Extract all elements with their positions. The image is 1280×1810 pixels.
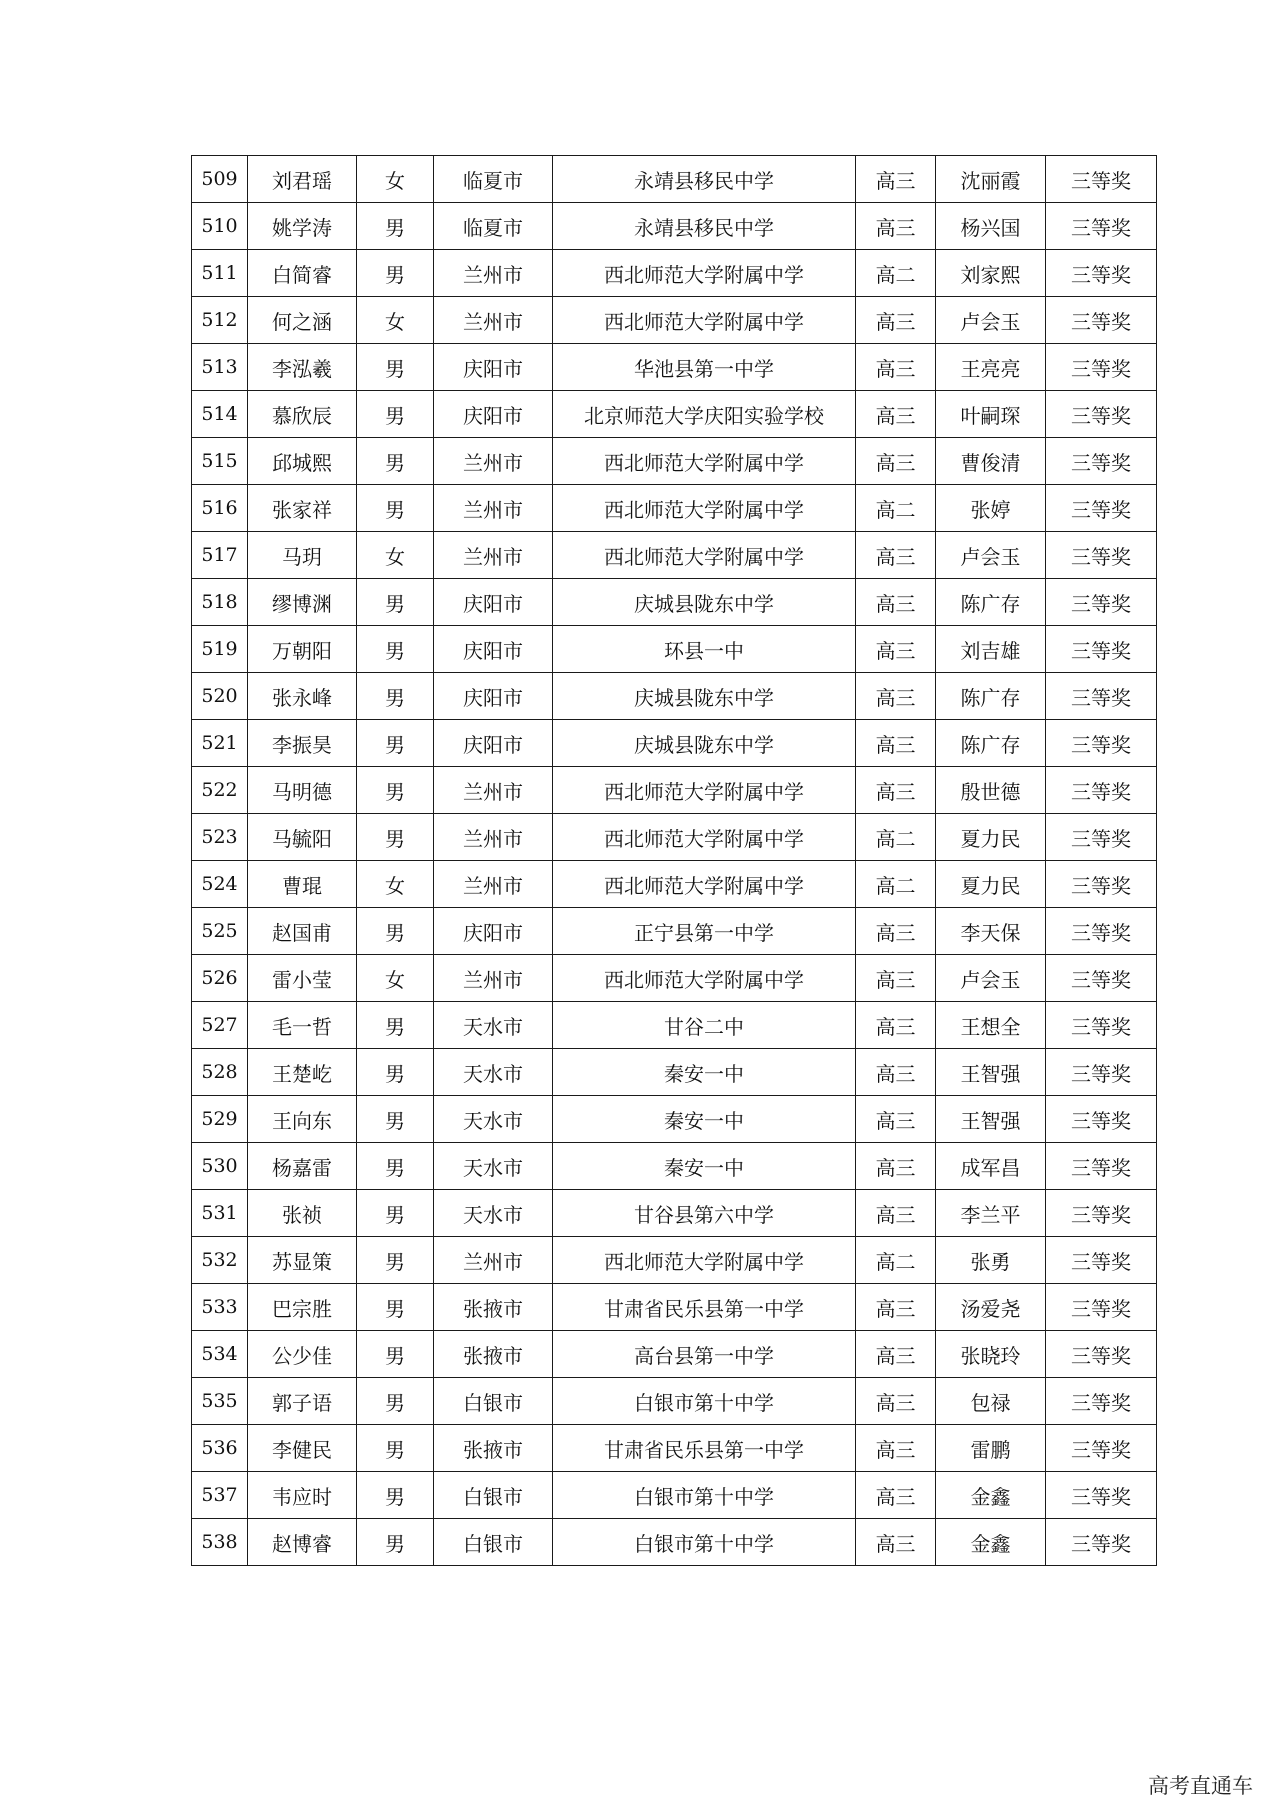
cell-award: 三等奖 xyxy=(1046,908,1157,955)
cell-gender: 男 xyxy=(357,767,434,814)
cell-number: 518 xyxy=(192,579,248,626)
cell-city: 庆阳市 xyxy=(434,579,553,626)
cell-gender: 男 xyxy=(357,1284,434,1331)
cell-award: 三等奖 xyxy=(1046,1425,1157,1472)
cell-grade: 高三 xyxy=(856,203,936,250)
cell-school: 秦安一中 xyxy=(553,1049,856,1096)
table-row xyxy=(192,203,1157,250)
cell-number: 514 xyxy=(192,391,248,438)
cell-city: 兰州市 xyxy=(434,1237,553,1284)
cell-school: 北京师范大学庆阳实验学校 xyxy=(553,391,856,438)
cell-award: 三等奖 xyxy=(1046,673,1157,720)
cell-grade: 高三 xyxy=(856,673,936,720)
cell-grade: 高三 xyxy=(856,908,936,955)
cell-grade: 高三 xyxy=(856,579,936,626)
cell-city: 白银市 xyxy=(434,1519,553,1566)
cell-number: 536 xyxy=(192,1425,248,1472)
cell-school: 甘谷二中 xyxy=(553,1002,856,1049)
cell-award: 三等奖 xyxy=(1046,1002,1157,1049)
table-row xyxy=(192,720,1157,767)
cell-city: 天水市 xyxy=(434,1002,553,1049)
cell-award: 三等奖 xyxy=(1046,767,1157,814)
cell-gender: 男 xyxy=(357,344,434,391)
cell-award: 三等奖 xyxy=(1046,720,1157,767)
table-row xyxy=(192,1519,1157,1566)
cell-school: 永靖县移民中学 xyxy=(553,203,856,250)
cell-name: 毛一哲 xyxy=(248,1002,357,1049)
cell-grade: 高三 xyxy=(856,1190,936,1237)
cell-school: 白银市第十中学 xyxy=(553,1519,856,1566)
cell-name: 张家祥 xyxy=(248,485,357,532)
cell-teacher: 王智强 xyxy=(936,1049,1046,1096)
cell-gender: 男 xyxy=(357,1331,434,1378)
table-row xyxy=(192,391,1157,438)
cell-school: 庆城县陇东中学 xyxy=(553,673,856,720)
cell-award: 三等奖 xyxy=(1046,344,1157,391)
cell-school: 秦安一中 xyxy=(553,1096,856,1143)
cell-number: 509 xyxy=(192,156,248,203)
cell-award: 三等奖 xyxy=(1046,1237,1157,1284)
table-row xyxy=(192,814,1157,861)
cell-school: 西北师范大学附属中学 xyxy=(553,250,856,297)
cell-city: 天水市 xyxy=(434,1190,553,1237)
cell-award: 三等奖 xyxy=(1046,485,1157,532)
table-row xyxy=(192,438,1157,485)
cell-award: 三等奖 xyxy=(1046,955,1157,1002)
table-row xyxy=(192,1143,1157,1190)
cell-award: 三等奖 xyxy=(1046,1096,1157,1143)
cell-award: 三等奖 xyxy=(1046,532,1157,579)
cell-city: 兰州市 xyxy=(434,532,553,579)
cell-school: 白银市第十中学 xyxy=(553,1378,856,1425)
cell-school: 白银市第十中学 xyxy=(553,1472,856,1519)
watermark-text: 高考直通车 xyxy=(1148,1774,1253,1798)
cell-gender: 女 xyxy=(357,955,434,1002)
cell-number: 531 xyxy=(192,1190,248,1237)
cell-grade: 高三 xyxy=(856,344,936,391)
cell-number: 517 xyxy=(192,532,248,579)
cell-grade: 高三 xyxy=(856,297,936,344)
table-row xyxy=(192,344,1157,391)
table-row xyxy=(192,1284,1157,1331)
cell-gender: 男 xyxy=(357,1519,434,1566)
cell-city: 天水市 xyxy=(434,1096,553,1143)
cell-school: 西北师范大学附属中学 xyxy=(553,955,856,1002)
cell-city: 庆阳市 xyxy=(434,391,553,438)
cell-grade: 高三 xyxy=(856,438,936,485)
cell-award: 三等奖 xyxy=(1046,156,1157,203)
cell-school: 甘肃省民乐县第一中学 xyxy=(553,1284,856,1331)
table-row xyxy=(192,767,1157,814)
cell-grade: 高三 xyxy=(856,1096,936,1143)
cell-number: 519 xyxy=(192,626,248,673)
cell-teacher: 刘吉雄 xyxy=(936,626,1046,673)
cell-award: 三等奖 xyxy=(1046,579,1157,626)
table-row xyxy=(192,297,1157,344)
cell-gender: 男 xyxy=(357,1190,434,1237)
cell-city: 张掖市 xyxy=(434,1425,553,1472)
cell-gender: 男 xyxy=(357,203,434,250)
cell-school: 甘肃省民乐县第一中学 xyxy=(553,1425,856,1472)
cell-city: 庆阳市 xyxy=(434,626,553,673)
cell-name: 白简睿 xyxy=(248,250,357,297)
table-row xyxy=(192,156,1157,203)
cell-teacher: 刘家熙 xyxy=(936,250,1046,297)
cell-school: 庆城县陇东中学 xyxy=(553,720,856,767)
cell-number: 538 xyxy=(192,1519,248,1566)
cell-grade: 高三 xyxy=(856,1143,936,1190)
cell-award: 三等奖 xyxy=(1046,1190,1157,1237)
cell-gender: 男 xyxy=(357,1143,434,1190)
cell-school: 永靖县移民中学 xyxy=(553,156,856,203)
cell-number: 534 xyxy=(192,1331,248,1378)
cell-number: 533 xyxy=(192,1284,248,1331)
cell-grade: 高三 xyxy=(856,1002,936,1049)
cell-name: 巴宗胜 xyxy=(248,1284,357,1331)
cell-grade: 高三 xyxy=(856,156,936,203)
cell-school: 西北师范大学附属中学 xyxy=(553,485,856,532)
cell-number: 529 xyxy=(192,1096,248,1143)
cell-name: 苏显策 xyxy=(248,1237,357,1284)
table-row xyxy=(192,908,1157,955)
cell-grade: 高二 xyxy=(856,814,936,861)
cell-grade: 高三 xyxy=(856,767,936,814)
cell-award: 三等奖 xyxy=(1046,1143,1157,1190)
cell-number: 537 xyxy=(192,1472,248,1519)
cell-name: 李健民 xyxy=(248,1425,357,1472)
cell-gender: 男 xyxy=(357,391,434,438)
cell-teacher: 陈广存 xyxy=(936,579,1046,626)
cell-grade: 高三 xyxy=(856,1049,936,1096)
cell-gender: 男 xyxy=(357,908,434,955)
cell-teacher: 卢会玉 xyxy=(936,955,1046,1002)
cell-gender: 男 xyxy=(357,673,434,720)
cell-teacher: 成军昌 xyxy=(936,1143,1046,1190)
cell-teacher: 李天保 xyxy=(936,908,1046,955)
cell-name: 何之涵 xyxy=(248,297,357,344)
cell-teacher: 张勇 xyxy=(936,1237,1046,1284)
cell-city: 庆阳市 xyxy=(434,344,553,391)
cell-city: 兰州市 xyxy=(434,814,553,861)
cell-grade: 高三 xyxy=(856,391,936,438)
cell-number: 522 xyxy=(192,767,248,814)
cell-gender: 男 xyxy=(357,1378,434,1425)
cell-school: 西北师范大学附属中学 xyxy=(553,814,856,861)
cell-school: 西北师范大学附属中学 xyxy=(553,297,856,344)
cell-award: 三等奖 xyxy=(1046,1378,1157,1425)
cell-number: 515 xyxy=(192,438,248,485)
cell-award: 三等奖 xyxy=(1046,1049,1157,1096)
cell-teacher: 卢会玉 xyxy=(936,532,1046,579)
cell-grade: 高三 xyxy=(856,955,936,1002)
cell-teacher: 曹俊清 xyxy=(936,438,1046,485)
table-row xyxy=(192,579,1157,626)
cell-name: 姚学涛 xyxy=(248,203,357,250)
cell-number: 513 xyxy=(192,344,248,391)
cell-name: 缪博渊 xyxy=(248,579,357,626)
cell-gender: 男 xyxy=(357,579,434,626)
cell-school: 秦安一中 xyxy=(553,1143,856,1190)
cell-city: 天水市 xyxy=(434,1049,553,1096)
cell-name: 慕欣辰 xyxy=(248,391,357,438)
cell-gender: 男 xyxy=(357,485,434,532)
cell-name: 雷小莹 xyxy=(248,955,357,1002)
cell-name: 邱城熙 xyxy=(248,438,357,485)
cell-number: 532 xyxy=(192,1237,248,1284)
cell-gender: 男 xyxy=(357,1002,434,1049)
cell-city: 兰州市 xyxy=(434,250,553,297)
table-row xyxy=(192,1002,1157,1049)
cell-number: 535 xyxy=(192,1378,248,1425)
table-row xyxy=(192,1378,1157,1425)
cell-teacher: 夏力民 xyxy=(936,814,1046,861)
table-row xyxy=(192,250,1157,297)
cell-name: 赵国甫 xyxy=(248,908,357,955)
cell-teacher: 王亮亮 xyxy=(936,344,1046,391)
cell-city: 兰州市 xyxy=(434,767,553,814)
table-row xyxy=(192,532,1157,579)
cell-name: 公少佳 xyxy=(248,1331,357,1378)
cell-number: 516 xyxy=(192,485,248,532)
cell-teacher: 张晓玲 xyxy=(936,1331,1046,1378)
cell-city: 临夏市 xyxy=(434,203,553,250)
cell-award: 三等奖 xyxy=(1046,1331,1157,1378)
table-row xyxy=(192,1049,1157,1096)
cell-teacher: 杨兴国 xyxy=(936,203,1046,250)
cell-teacher: 金鑫 xyxy=(936,1519,1046,1566)
cell-gender: 男 xyxy=(357,626,434,673)
cell-school: 西北师范大学附属中学 xyxy=(553,861,856,908)
cell-gender: 男 xyxy=(357,720,434,767)
cell-grade: 高二 xyxy=(856,250,936,297)
cell-grade: 高三 xyxy=(856,1331,936,1378)
cell-number: 512 xyxy=(192,297,248,344)
cell-school: 华池县第一中学 xyxy=(553,344,856,391)
award-table-body xyxy=(192,156,1157,1566)
cell-gender: 男 xyxy=(357,250,434,297)
cell-award: 三等奖 xyxy=(1046,1472,1157,1519)
table-row xyxy=(192,1331,1157,1378)
cell-teacher: 雷鹏 xyxy=(936,1425,1046,1472)
cell-city: 张掖市 xyxy=(434,1284,553,1331)
cell-name: 张祯 xyxy=(248,1190,357,1237)
cell-gender: 女 xyxy=(357,297,434,344)
cell-school: 正宁县第一中学 xyxy=(553,908,856,955)
cell-city: 天水市 xyxy=(434,1143,553,1190)
cell-gender: 男 xyxy=(357,438,434,485)
cell-school: 庆城县陇东中学 xyxy=(553,579,856,626)
cell-school: 西北师范大学附属中学 xyxy=(553,767,856,814)
cell-school: 西北师范大学附属中学 xyxy=(553,532,856,579)
cell-name: 杨嘉雷 xyxy=(248,1143,357,1190)
cell-number: 521 xyxy=(192,720,248,767)
cell-gender: 女 xyxy=(357,861,434,908)
cell-teacher: 卢会玉 xyxy=(936,297,1046,344)
cell-teacher: 殷世德 xyxy=(936,767,1046,814)
cell-grade: 高三 xyxy=(856,626,936,673)
cell-name: 韦应时 xyxy=(248,1472,357,1519)
cell-award: 三等奖 xyxy=(1046,626,1157,673)
cell-name: 赵博睿 xyxy=(248,1519,357,1566)
cell-award: 三等奖 xyxy=(1046,391,1157,438)
cell-city: 兰州市 xyxy=(434,861,553,908)
cell-gender: 男 xyxy=(357,1096,434,1143)
cell-number: 523 xyxy=(192,814,248,861)
cell-city: 张掖市 xyxy=(434,1331,553,1378)
table-row xyxy=(192,1472,1157,1519)
cell-name: 郭子语 xyxy=(248,1378,357,1425)
cell-city: 庆阳市 xyxy=(434,720,553,767)
cell-name: 马毓阳 xyxy=(248,814,357,861)
cell-number: 526 xyxy=(192,955,248,1002)
table-row xyxy=(192,485,1157,532)
cell-award: 三等奖 xyxy=(1046,1519,1157,1566)
cell-name: 万朝阳 xyxy=(248,626,357,673)
cell-award: 三等奖 xyxy=(1046,297,1157,344)
award-list-table xyxy=(191,155,1157,1566)
table-row xyxy=(192,955,1157,1002)
cell-award: 三等奖 xyxy=(1046,814,1157,861)
cell-gender: 女 xyxy=(357,156,434,203)
cell-grade: 高三 xyxy=(856,1378,936,1425)
cell-teacher: 包禄 xyxy=(936,1378,1046,1425)
cell-name: 刘君瑶 xyxy=(248,156,357,203)
cell-city: 庆阳市 xyxy=(434,673,553,720)
cell-grade: 高三 xyxy=(856,1519,936,1566)
cell-name: 李振昊 xyxy=(248,720,357,767)
cell-grade: 高三 xyxy=(856,1425,936,1472)
cell-teacher: 沈丽霞 xyxy=(936,156,1046,203)
cell-award: 三等奖 xyxy=(1046,861,1157,908)
cell-name: 李泓羲 xyxy=(248,344,357,391)
cell-grade: 高二 xyxy=(856,485,936,532)
cell-teacher: 陈广存 xyxy=(936,673,1046,720)
cell-teacher: 李兰平 xyxy=(936,1190,1046,1237)
cell-number: 520 xyxy=(192,673,248,720)
cell-city: 兰州市 xyxy=(434,297,553,344)
table-row xyxy=(192,1190,1157,1237)
cell-number: 527 xyxy=(192,1002,248,1049)
cell-city: 兰州市 xyxy=(434,438,553,485)
cell-school: 西北师范大学附属中学 xyxy=(553,438,856,485)
cell-grade: 高二 xyxy=(856,1237,936,1284)
cell-gender: 男 xyxy=(357,1237,434,1284)
cell-award: 三等奖 xyxy=(1046,1284,1157,1331)
cell-award: 三等奖 xyxy=(1046,438,1157,485)
cell-school: 环县一中 xyxy=(553,626,856,673)
cell-name: 马玥 xyxy=(248,532,357,579)
cell-city: 白银市 xyxy=(434,1378,553,1425)
cell-name: 王向东 xyxy=(248,1096,357,1143)
cell-teacher: 王想全 xyxy=(936,1002,1046,1049)
cell-gender: 男 xyxy=(357,1425,434,1472)
cell-name: 曹琨 xyxy=(248,861,357,908)
cell-award: 三等奖 xyxy=(1046,250,1157,297)
cell-number: 530 xyxy=(192,1143,248,1190)
cell-city: 白银市 xyxy=(434,1472,553,1519)
cell-city: 庆阳市 xyxy=(434,908,553,955)
cell-teacher: 金鑫 xyxy=(936,1472,1046,1519)
cell-number: 510 xyxy=(192,203,248,250)
cell-grade: 高三 xyxy=(856,1472,936,1519)
cell-name: 王楚屹 xyxy=(248,1049,357,1096)
cell-name: 张永峰 xyxy=(248,673,357,720)
table-row xyxy=(192,626,1157,673)
cell-grade: 高二 xyxy=(856,861,936,908)
table-row xyxy=(192,861,1157,908)
cell-number: 525 xyxy=(192,908,248,955)
cell-grade: 高三 xyxy=(856,1284,936,1331)
cell-teacher: 夏力民 xyxy=(936,861,1046,908)
cell-gender: 男 xyxy=(357,1049,434,1096)
cell-teacher: 汤爱尧 xyxy=(936,1284,1046,1331)
cell-city: 临夏市 xyxy=(434,156,553,203)
cell-teacher: 叶嗣琛 xyxy=(936,391,1046,438)
table-row xyxy=(192,1237,1157,1284)
cell-city: 兰州市 xyxy=(434,485,553,532)
cell-number: 524 xyxy=(192,861,248,908)
cell-teacher: 张婷 xyxy=(936,485,1046,532)
cell-award: 三等奖 xyxy=(1046,203,1157,250)
cell-school: 甘谷县第六中学 xyxy=(553,1190,856,1237)
cell-school: 西北师范大学附属中学 xyxy=(553,1237,856,1284)
cell-grade: 高三 xyxy=(856,720,936,767)
cell-gender: 男 xyxy=(357,1472,434,1519)
cell-teacher: 陈广存 xyxy=(936,720,1046,767)
table-row xyxy=(192,1096,1157,1143)
cell-name: 马明德 xyxy=(248,767,357,814)
cell-number: 511 xyxy=(192,250,248,297)
cell-teacher: 王智强 xyxy=(936,1096,1046,1143)
cell-grade: 高三 xyxy=(856,532,936,579)
table-row xyxy=(192,673,1157,720)
cell-school: 高台县第一中学 xyxy=(553,1331,856,1378)
cell-gender: 女 xyxy=(357,532,434,579)
cell-number: 528 xyxy=(192,1049,248,1096)
table-row xyxy=(192,1425,1157,1472)
cell-city: 兰州市 xyxy=(434,955,553,1002)
cell-gender: 男 xyxy=(357,814,434,861)
